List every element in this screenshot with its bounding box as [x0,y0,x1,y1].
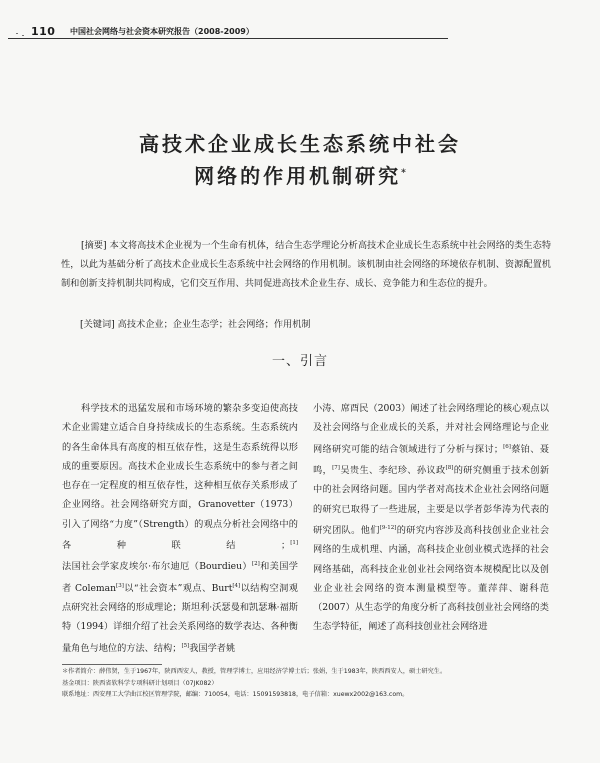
scan-speck [22,35,24,36]
body-text: 蔡铂、聂鸣， [313,443,550,477]
page-number: 110 [31,25,56,38]
abstract-text: 本文将高技术企业视为一个生命有机体，结合生态学理论分析高技术企业成长生态系统中社会网络的类生态特性，以此为基础分析了高技术企业成长生态系统中社会网络的作用机制。该机制由社会网络的环境依存机制、资源配置机制和创新支持机制共同构成，它们交互作用、共同促进高技术企业生存、成长、竞争能力和生态位的提升。 [61,240,552,289]
paper-title-text: 网络的作用机制研究 [194,164,402,188]
scan-speck [16,33,18,34]
citation-ref: [6] [503,443,511,450]
citation-ref: [7] [332,464,340,471]
body-text: 的研究内容涉及高科技创业企业社会网络的生成机理、内涵，高科技企业创业模式选择的社会网络基础，高科技企业创业社会网络资本规模配比以及创业企业社会网络的资本测量模型等。董萍萍、谢科范（2007）从生态学的角度分析了高科技创业社会网络的类生态学特征，阐述了高科技创业社会网络进 [313,524,550,633]
author-note: ＊作者简介：薛伟贤，生于1967年，陕西西安人，教授，管理学博士，应用经济学博士后；张娟，生于1983年，陕西西安人，硕士研究生。 [62,668,447,675]
keywords [80,317,550,333]
header-rule [8,38,448,39]
running-title: 中国社会网络与社会资本研究报告（2008-2009） [70,27,254,36]
citation-ref: [3] [116,582,124,589]
body-text: 的研究侧重于技术创新中的社会网络问题。国内学者对高技术企业社会网络问题的研究已取得了一些进展，主要是以学者彭华涛为代表的研究团队。他们 [313,465,550,536]
citation-ref: [5] [181,642,190,649]
abstract-label: [摘要] [81,240,107,251]
body-text: 以“社会资本”观点、Burt [123,582,233,594]
running-header [0,0,600,44]
body-column-right [313,399,549,637]
body-text: 吴贵生、李纪珍、孙议政 [339,465,446,477]
body-text: 我国学者姚 [189,642,236,654]
body-text: 科学技术的迅猛发展和市场环境的繁杂多变迫使高技术企业需建立适合自身持续成长的生态系统。生态系统内的各生命体具有高度的相互依存性，这是生态系统得以形成的重要原因。高技术企业成长生态系统中的参与者之间也存在一定程度的相互依存性，这种相互依存关系形成了企业网络。社会网络研究方面，Granovetter（1973）引入了网络“力度”（Strength）的观点分析社会网络中的各种联结； [62,403,298,552]
citation-ref: [8] [445,464,454,471]
body-text: 小涛、席酉民（2003）阐述了社会网络理论的核心观点以及社会网络与企业成长的关系，并对社会网络理论与企业网络研究可能的结合领域进行了分析与探讨； [313,403,549,455]
footnote-rule [62,664,162,665]
fund-note: 基金项目：陕西省软科学专项科研计划项目（07JK082） [62,679,218,687]
section-heading: 一、引言 [271,354,328,369]
body-text: 法国社会学家皮埃尔·布尔迪厄（Bourdieu） [62,561,252,573]
paper-title-line-1: 高技术企业成长生态系统中社会 [139,132,461,156]
citation-ref: [9-12] [379,524,397,531]
citation-ref: [4] [232,582,241,589]
contact-note: 联系地址：西安理工大学曲江校区管理学院，邮编：710054，电话：15091593818，电子信箱：xuewx2002@163.com。 [62,691,409,698]
footnotes [62,666,550,701]
paper-title-line-2 [40,160,560,189]
body-text: 和美国学者 Coleman [62,561,298,594]
citation-ref: [1] [290,540,298,547]
body-column-left [62,399,298,658]
citation-ref: [2] [251,561,260,568]
abstract [61,236,551,293]
keywords-text: 高技术企业；企业生态学；社会网络；作用机制 [117,319,311,330]
body-text: 以结构空洞观点研究社会网络的形成理论；斯坦利·沃瑟曼和凯瑟琳·福斯特（1994）详细介绍了社会关系网络的数学表达、各种衡量角色与地位的方法、结构； [62,582,299,654]
keywords-label: [关键词] [80,319,115,330]
title-footnote-marker: * [401,168,406,179]
